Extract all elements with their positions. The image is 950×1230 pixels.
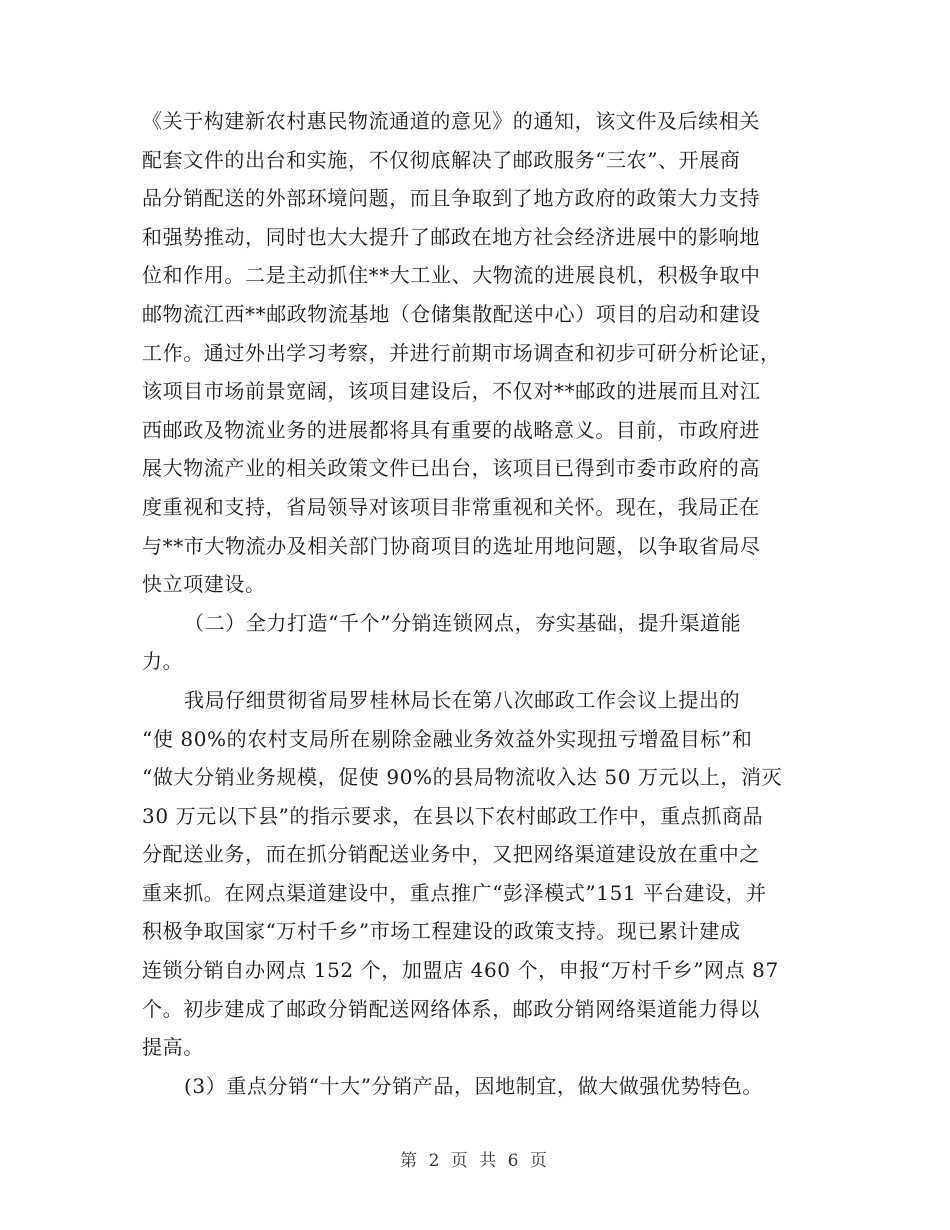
text-line: “使 80%的农村支局所在剔除金融业务效益外实现扭亏增盈目标”和	[142, 726, 753, 751]
text-line: 力。	[142, 649, 184, 674]
document-body	[142, 102, 832, 1105]
text-line: 配套文件的出台和实施，不仅彻底解决了邮政服务“三农”、开展商	[142, 147, 741, 172]
text-line: 度重视和支持，省局领导对该项目非常重视和关怀。现在，我局正在	[142, 494, 760, 519]
text-line: 该项目市场前景宽阔，该项目建设后，不仅对**邮政的进展而且对江	[142, 379, 761, 404]
text-line: 工作。通过外出学习考察，并进行前期市场调查和初步可研分析论证，	[142, 340, 781, 365]
text-line: 展大物流产业的相关政策文件已出台，该项目已得到市委市政府的高	[142, 456, 760, 481]
text-line: （二）全力打造“千个”分销连锁网点，夯实基础，提升渠道能	[184, 610, 742, 635]
text-line: 积极争取国家“万村千乡”市场工程建设的政策支持。现已累计建成	[142, 919, 741, 944]
text-line: 快立项建设。	[142, 572, 266, 597]
text-line: 重来抓。在网点渠道建设中，重点推广“彭泽模式”151 平台建设，并	[142, 880, 767, 905]
text-line: 邮物流江西**邮政物流基地（仓储集散配送中心）项目的启动和建设	[142, 301, 761, 326]
text-line: 30 万元以下县”的指示要求，在县以下农村邮政工作中，重点抓商品	[142, 803, 764, 828]
text-line: 个。初步建成了邮政分销配送网络体系，邮政分销网络渠道能力得以	[142, 996, 760, 1021]
text-line: “做大分销业务规模，促使 90%的县局物流收入达 50 万元以上，消灭	[142, 765, 783, 790]
text-line: 连锁分销自办网点 152 个，加盟店 460 个，申报“万村千乡”网点 87	[142, 958, 779, 983]
text-line: 分配送业务，而在抓分销配送业务中，又把网络渠道建设放在重中之	[142, 842, 760, 867]
text-line: 与**市大物流办及相关部门协商项目的选址用地问题，以争取省局尽	[142, 533, 761, 558]
text-line: 位和作用。二是主动抓住**大工业、大物流的进展良机，积极争取中	[142, 263, 761, 288]
text-line: 品分销配送的外部环境问题，而且争取到了地方政府的政策大力支持	[142, 186, 760, 211]
text-line: (3）重点分销“十大”分销产品，因地制宜，做大做强优势特色。	[184, 1073, 763, 1098]
text-line: 我局仔细贯彻省局罗桂林局长在第八次邮政工作会议上提出的	[184, 687, 741, 712]
page-number-footer: 第 2 页 共 6 页	[400, 1151, 550, 1171]
text-line: 《关于构建新农村惠民物流通道的意见》的通知，该文件及后续相关	[142, 109, 760, 133]
text-line: 和强势推动，同时也大大提升了邮政在地方社会经济进展中的影响地	[142, 224, 760, 249]
text-line: 提高。	[142, 1035, 204, 1060]
text-line: 西邮政及物流业务的进展都将具有重要的战略意义。目前，市政府进	[142, 417, 760, 442]
